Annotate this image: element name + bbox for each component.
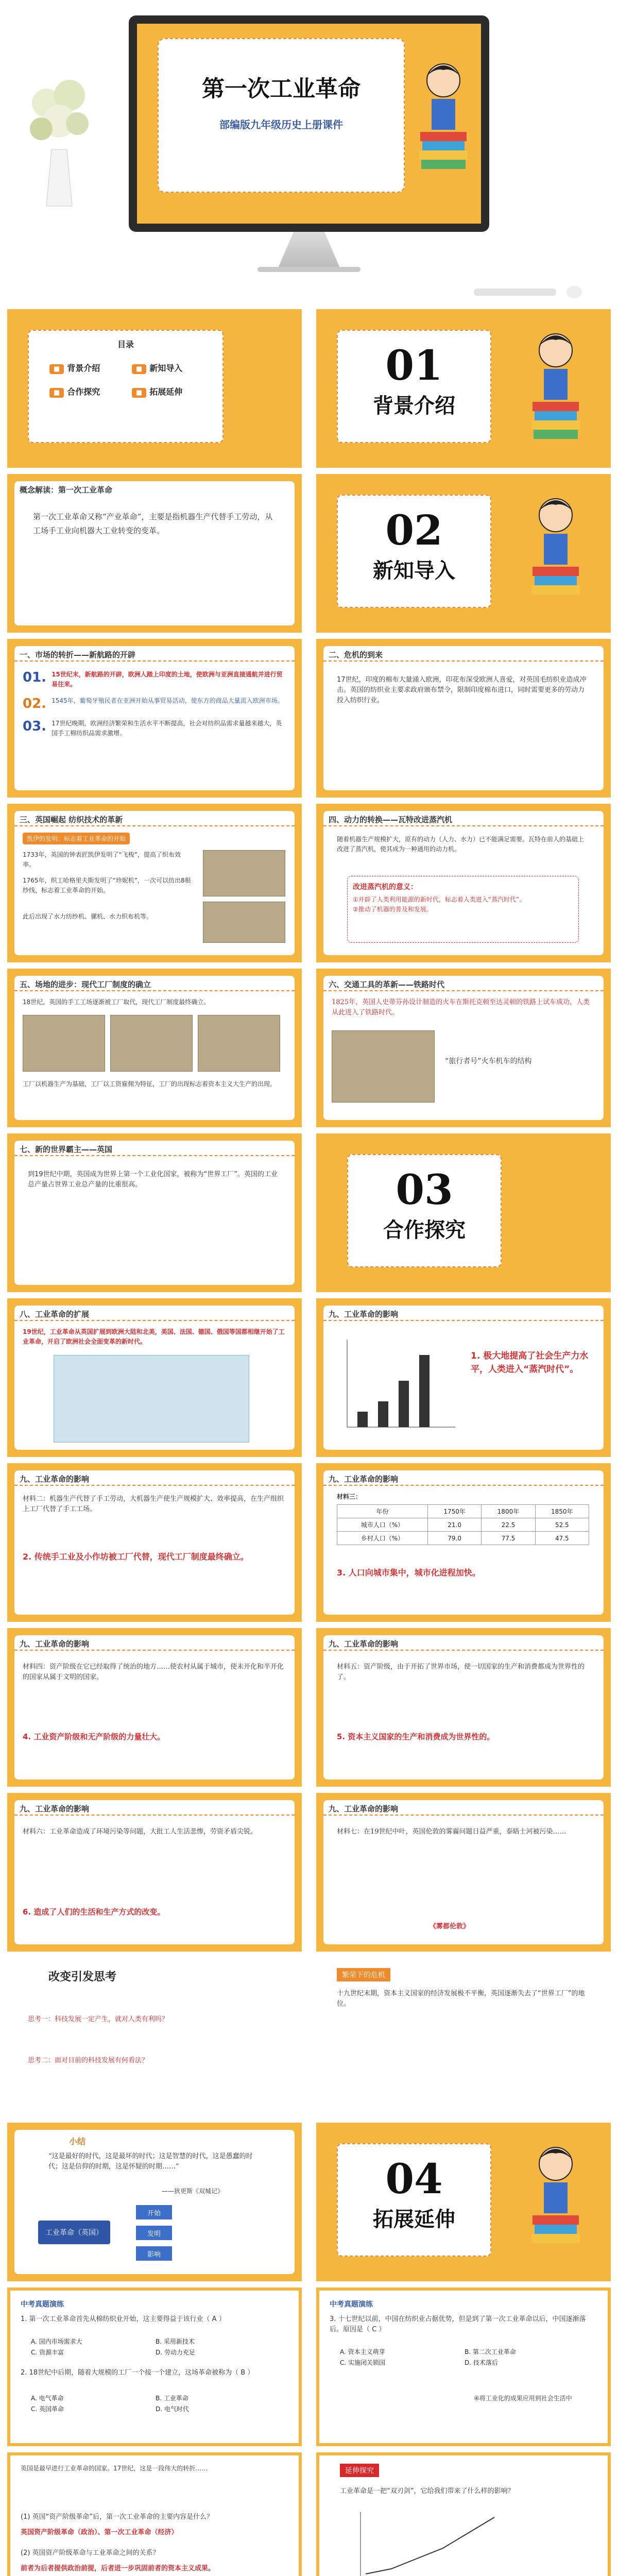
- locomotive-image: [332, 1030, 435, 1103]
- s6-caption: “旅行者号”火车机车的结构: [445, 1057, 532, 1065]
- s9a-point: 1. 极大地提高了社会生产力水平，人类进入“蒸汽时代”。: [471, 1351, 589, 1375]
- slide-header: 九、工业革命的影响: [323, 1470, 604, 1486]
- monitor: [129, 15, 489, 232]
- section-01-card: [337, 330, 491, 443]
- slide-s1: [7, 639, 302, 798]
- slide-section-02: [316, 474, 611, 633]
- think-question-2: 思考二：面对目前的科技发展有何看法？: [28, 2057, 149, 2064]
- slide-header: 七、新的世界霸主——英国: [14, 1141, 295, 1156]
- list-item: 02. 1545年，葡萄牙殖民者在亚洲开始从事贸易活动，使东方的商品大量流入欧洲市场。: [23, 696, 284, 712]
- slide-header: 九、工业革命的影响: [14, 1635, 295, 1651]
- slide-header: 延伸探究: [340, 2464, 379, 2477]
- slide-header: 中考真题演练: [330, 2300, 373, 2309]
- chain-title: 小结: [69, 2137, 86, 2146]
- slide-s4: [316, 804, 611, 962]
- quote-title: 改进蒸汽机的意义：: [353, 883, 418, 891]
- toc-item-4[interactable]: ■ 拓展延伸: [132, 385, 204, 398]
- section-04-card: [337, 2143, 491, 2257]
- slide-header: 五、场地的进步：现代工厂制度的确立: [14, 976, 295, 991]
- s9e-text: 材料五：资产阶级，由于开拓了世界市场，使一切国家的生产和消费都成为世界性的了。: [337, 1663, 585, 1682]
- slide-header: 九、工业革命的影响: [14, 1470, 295, 1486]
- exercise-text: 英国是最早进行工业革命的国家。17世纪，这是一段伟大的转折……: [21, 2465, 208, 2472]
- s9d-text: 材料四：资产阶级在它已经取得了统治的地方……使农村从属于城市，使未开化和半开化的国家从属于文明的国家。: [23, 1663, 284, 1682]
- exercise-options: A. 国内市场需求大 B. 采用新技术 C. 资源丰富 D. 劳动力充足: [31, 2338, 195, 2356]
- slide-exercise-1: [7, 2287, 302, 2446]
- monitor-base: [258, 267, 360, 272]
- exercise-question: 2. 18世纪中后期，随着大规模的工厂一个接一个建立，这场革命被称为（ B ）: [21, 2369, 254, 2377]
- section-title: 背景介绍: [373, 394, 455, 418]
- student-reading-illustration: [522, 325, 589, 459]
- table-row: 乡村人口（%） 79.0 77.5 47.5: [337, 1532, 589, 1545]
- slide-s6: [316, 969, 611, 1127]
- loom-image: [203, 902, 285, 943]
- s6-text: 1825年，英国人史蒂芬孙设计制造的火车在斯托克顿至达灵顿的铁路上试车成功，人类从此进入了铁路时代。: [332, 998, 590, 1017]
- student-reading-illustration: [522, 2138, 589, 2272]
- slide-s9e: [316, 1628, 611, 1787]
- slide-header: 八、工业革命的扩展: [14, 1306, 295, 1321]
- slide-header: 九、工业革命的影响: [323, 1800, 604, 1816]
- monitor-stand: [278, 232, 340, 268]
- chain-node: 开始: [136, 2205, 172, 2219]
- slide-concept: [7, 474, 302, 633]
- section-title: 拓展延伸: [373, 2208, 455, 2231]
- title-card: [158, 38, 405, 193]
- slide-header: 九、工业革命的影响: [323, 1635, 604, 1651]
- slide-header: 二、危机的到来: [323, 646, 604, 662]
- concept-text: 第一次工业革命又称“产业革命”，主要是指机器生产代替手工劳动，从工场手工业向机器大工业转变的变革。: [33, 512, 273, 535]
- slide-header: 四、动力的转换——瓦特改进蒸汽机: [323, 811, 604, 826]
- table-row: 年份 1750年 1800年 1850年: [337, 1505, 589, 1518]
- slide-s9d: [7, 1628, 302, 1787]
- banner-title: 第一次工业革命: [202, 76, 360, 102]
- s4-text: 随着机器生产规模扩大，原有的动力（人力、水力）已不能满足需要。瓦特在前人的基础上改进了蒸汽机，使其成为一种通用的动力机。: [337, 836, 585, 853]
- chain-source: ——狄更斯《双城记》: [162, 2188, 224, 2195]
- slide-header: 概念解读：第一次工业革命: [20, 485, 113, 495]
- slide-section-03: [316, 1133, 611, 1292]
- s3-line-2: 1765年，织工哈格里夫斯发明了“珍妮机”，一次可以纺出8根纱线，标志着工业革命的开始。: [23, 877, 191, 894]
- student-reading-illustration: [522, 489, 589, 623]
- section-title: 新知导入: [373, 559, 455, 583]
- think-question-1: 思考一：科技发展一定产生，就对人类有利吗？: [28, 2015, 169, 2023]
- mouse: [566, 286, 582, 298]
- s9g-caption: 《雾都伦敦》: [430, 1923, 470, 1930]
- workshop-image: [23, 1015, 105, 1072]
- section-03-card: [347, 1154, 502, 1267]
- slide-s9g: [316, 1793, 611, 1952]
- s8-text: 19世纪，工业革命从英国扩展到欧洲大陆和北美，美国、法国、德国、俄国等国都相继开始了工业革命，开启了欧洲社会全面变革的新时代。: [23, 1328, 285, 1345]
- exercise-options: A. 电气革命 B. 工业革命 C. 英国革命 D. 电气时代: [31, 2395, 189, 2413]
- extend-text: 工业革命是一把“双刃剑”，它给我们带来了什么样的影响？: [340, 2487, 514, 2495]
- section-number: 01: [385, 341, 443, 389]
- slide-exercise-2: [316, 2287, 611, 2446]
- top-banner: [0, 0, 618, 299]
- slide-header: 三、英国崛起 纺织技术的革新: [14, 811, 295, 826]
- s9e-point: 5. 资本主义国家的生产和消费成为世界性的。: [337, 1732, 495, 1741]
- monitor-screen: [137, 24, 481, 224]
- slide-header: 六、交通工具的革新——铁路时代: [323, 976, 604, 991]
- slide-header: 中考真题演练: [21, 2300, 64, 2309]
- slide-s9f: [7, 1793, 302, 1952]
- slide-s3: [7, 804, 302, 962]
- exercise-question: 1. 第一次工业革命首先从棉纺织业开始，这主要得益于该行业（ A ）: [21, 2315, 226, 2323]
- spinning-jenny-image: [203, 850, 285, 896]
- slide-s9a: [316, 1298, 611, 1457]
- exercise-options: A. 资本主义萌芽 B. 第二次工业革命 C. 实施闭关锁国 D. 技术落后: [340, 2348, 516, 2366]
- exercise-question: 3. 十七世纪以前，中国在纺织业占据优势，但是到了第一次工业革命以后，中国逐渐落后。原因是（ C ）: [330, 2315, 586, 2334]
- s1-list: [23, 670, 285, 738]
- slide-header: 改变引发思考: [48, 1971, 117, 1984]
- toc-item-1[interactable]: ■ 背景介绍: [49, 362, 122, 374]
- slide-section-01: [316, 309, 611, 468]
- section-number: 02: [385, 506, 443, 554]
- s9f-point: 6. 造成了人们的生活和生产方式的改变。: [23, 1907, 165, 1917]
- slide-section-04: [316, 2123, 611, 2281]
- table-title: 材料三：: [337, 1493, 362, 1500]
- section-02-card: [337, 495, 491, 608]
- slide-header: 九、工业革命的影响: [323, 1306, 604, 1321]
- toc-card: [28, 330, 224, 443]
- quote-line: ②推动了机器的普及和发展。: [353, 905, 433, 913]
- factory-image: [110, 1015, 193, 1072]
- exercise-question: (2) 英国资产阶级革命与工业革命之间的关系？: [21, 2549, 160, 2557]
- slide-trouble: [316, 1958, 611, 2116]
- toc-item-2[interactable]: ■ 新知导入: [132, 362, 204, 374]
- exercise-answer: ④将工业化的成果应用到社会生活中: [474, 2395, 572, 2402]
- slide-header: 九、工业革命的影响: [14, 1800, 295, 1816]
- banner-subtitle: 部编版九年级历史上册课件: [219, 118, 343, 131]
- trend-chart-image: [350, 2507, 505, 2576]
- quote-box: [347, 876, 579, 943]
- s3-line-1: 1733年，英国的钟表匠凯伊发明了“飞梭”，提高了织布效率。: [23, 851, 181, 868]
- student-reading-illustration: [415, 55, 472, 189]
- quote-line: ①开辟了人类利用能源的新时代，标志着人类进入“蒸汽时代”。: [353, 896, 526, 903]
- chain-node: 影响: [136, 2246, 172, 2261]
- s7-text: 到19世纪中期，英国成为世界上第一个工业化国家，被称为“世界工厂”。英国的工业总产量占世界工业总产量的比重很高。: [28, 1171, 278, 1189]
- slide-toc: [7, 309, 302, 468]
- s2-text: 17世纪，印度的棉布大量涌入欧洲，印花布深受欧洲人喜爱，对英国毛纺织业造成冲击。英国的纺织业主要求政府颁布禁令，限制印度棉布进口，同时需要更多的劳动力投入纺织行业。: [337, 676, 587, 705]
- s9d-point: 4. 工业资产阶级和无产阶级的力量壮大。: [23, 1732, 165, 1741]
- table-row: 城市人口（%） 21.0 22.5 52.5: [337, 1518, 589, 1532]
- slide-s2: [316, 639, 611, 798]
- s9b-point: 2. 传统手工业及小作坊被工厂代替，现代工厂制度最终确立。: [23, 1552, 249, 1562]
- s9b-text: 材料二：机器生产代替了手工劳动，大机器生产使生产规模扩大、效率提高，在生产组织上工厂代替了手工工场。: [23, 1495, 284, 1514]
- exercise-answer: 前者为后者提供政治前提，后者进一步巩固前者的资本主义成果。: [21, 2565, 215, 2572]
- factory-interior-image: [198, 1015, 280, 1072]
- toc-title: 目录: [117, 340, 134, 349]
- slide-exercise-3: [7, 2452, 302, 2576]
- europe-map-image: [54, 1355, 249, 1443]
- chain-quote: “这是最好的时代，这是最坏的时代；这是智慧的时代，这是愚蠢的时代；这是信仰的时期，这是怀疑的时期……”: [48, 2153, 253, 2171]
- section-number: 04: [385, 2155, 443, 2203]
- trouble-text: 十九世纪末期，资本主义国家的经济发展极不平衡，英国逐渐失去了“世界工厂”的地位。: [337, 1990, 585, 2008]
- chain-node: 发明: [136, 2226, 172, 2240]
- s9f-text: 材料六：工业革命造成了环境污染等问题，大批工人生活悲惨，劳资矛盾尖锐。: [23, 1828, 258, 1836]
- s5-line-2: 工厂以机器生产为基础，工厂以工资雇佣为特征，工厂的出现标志着资本主义大生产的出现。: [23, 1080, 277, 1088]
- slide-s9c: [316, 1463, 611, 1622]
- slide-chain: [7, 2123, 302, 2281]
- s3-line-3: 此后出现了水力纺纱机、骡机、水力织布机等。: [23, 913, 153, 920]
- list-item: 03. 17世纪晚期，欧洲经济繁荣和生活水平不断提高，社会对纺织品需求量越来越大，英国手工棉纺织品需求激增。: [23, 719, 282, 737]
- section-title: 合作探究: [383, 1218, 466, 1242]
- slide-extend: [316, 2452, 611, 2576]
- slide-s7: [7, 1133, 302, 1292]
- slide-s9b: [7, 1463, 302, 1622]
- slide-think: [7, 1958, 302, 2116]
- exercise-answer: 英国资产阶级革命（政治）、第一次工业革命（经济）: [21, 2529, 178, 2536]
- section-number: 03: [396, 1165, 453, 1214]
- slide-s8: [7, 1298, 302, 1457]
- population-table: [337, 1504, 589, 1545]
- flower-vase-image: [21, 72, 98, 216]
- s5-text: 18世纪，英国的手工工场逐渐被工厂取代，现代工厂制度最终确立。: [23, 998, 210, 1006]
- slide-header: 一、市场的转折——新航路的开辟: [14, 646, 295, 662]
- toc-item-3[interactable]: ■ 合作探究: [49, 385, 122, 398]
- s9g-text: 材料七：在19世纪中叶，英国伦敦的雾霾问题日益严重，泰晤士河被污染……: [337, 1828, 566, 1836]
- s9c-point: 3. 人口向城市集中，城市化进程加快。: [337, 1568, 480, 1578]
- output-bar-chart-image: [332, 1334, 460, 1437]
- keyboard: [474, 289, 556, 296]
- exercise-question: (1) 英国“资产阶级革命”后，第一次工业革命的主要内容是什么？: [21, 2513, 214, 2521]
- slide-s5: [7, 969, 302, 1127]
- slide-header: 繁荣下的危机: [337, 1968, 390, 1981]
- highlight-badge: 凯伊的发明：标志着工业革命的开始: [23, 833, 130, 844]
- chain-main-node: 工业革命（英国）: [38, 2221, 110, 2244]
- list-item: 01. 15世纪末，新航路的开辟，欧洲人踏上印度的土地，使欧洲与亚洲直接通航并进行贸易往来。: [23, 670, 283, 688]
